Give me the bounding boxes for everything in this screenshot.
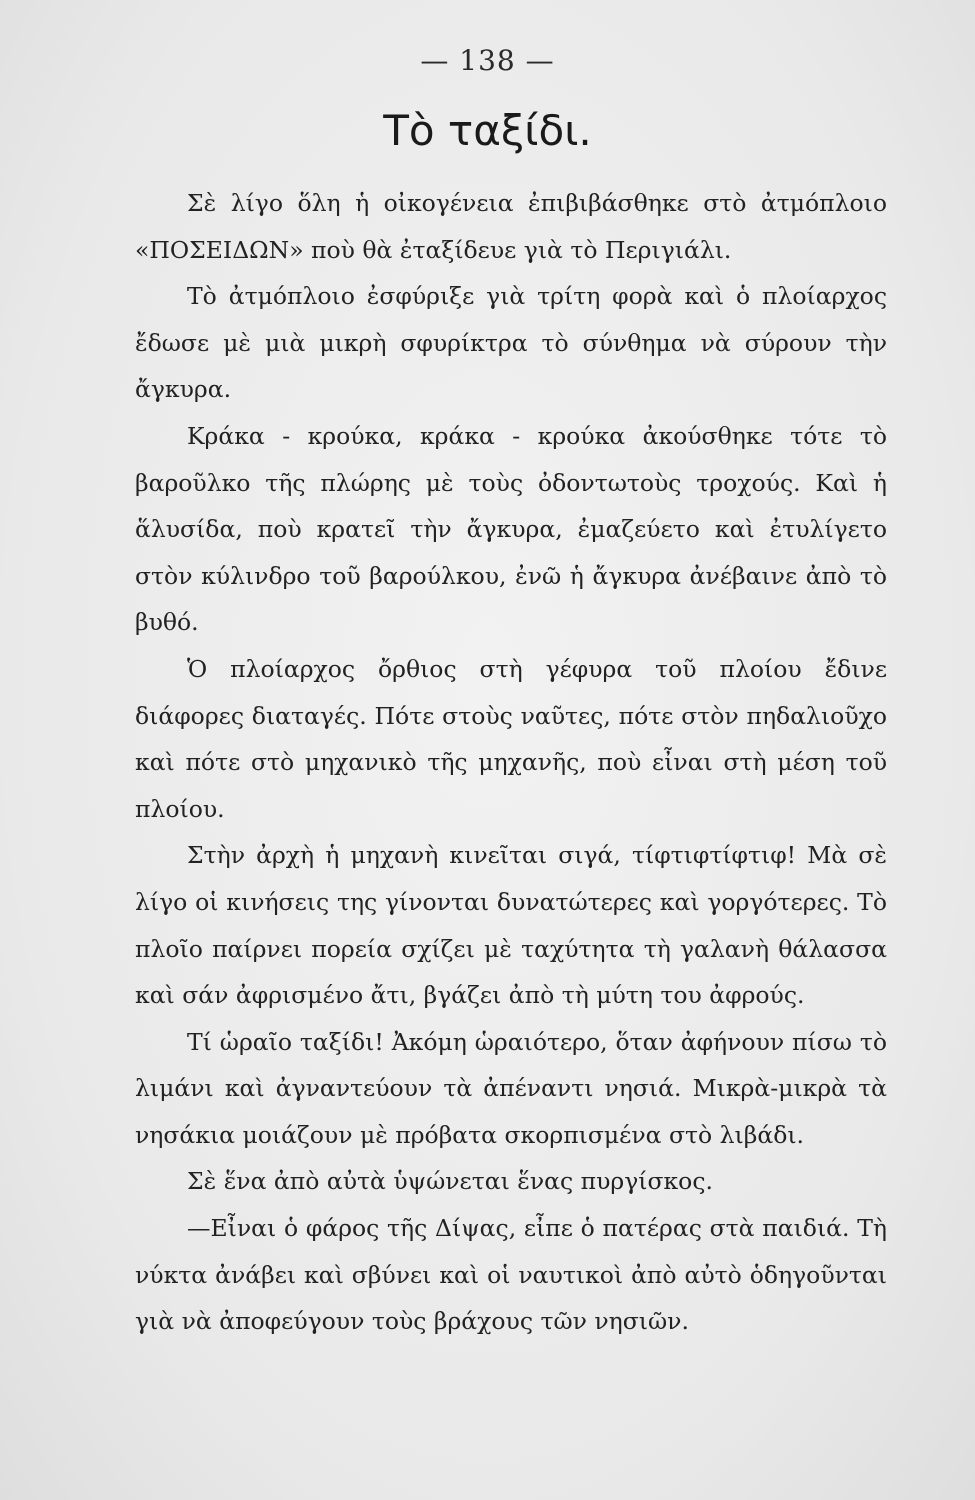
paragraph: Κράκα - κρούκα, κράκα - κρούκα ἀκούσθηκε τότε τὸ βαροῦλκο τῆς πλώρης μὲ τοὺς ὀδοντωτοὺς τροχούς. Καὶ ἡ ἅλυσίδα, ποὺ κρατεῖ τὴν ἄγκυρα, ἐμαζεύετο καὶ ἐτυλίγετο στὸν κύλινδρο τοῦ βαρούλκου, ἐνῶ ἡ ἄγκυρα ἀνέβαινε ἀπὸ τὸ βυθό.: [135, 421, 887, 637]
chapter-title: Τὸ ταξίδι.: [383, 106, 592, 155]
paragraph: Τί ὡραῖο ταξίδι! Ἀκόμη ὡραιότερο, ὅταν ἀφήνουν πίσω τὸ λιμάνι καὶ ἀγναντεύουν τὰ ἀπέναντι νησιά. Μικρὰ-μικρὰ τὰ νησάκια μοιάζουν μὲ πρόβατα σκορπισμένα στὸ λιβάδι.: [135, 1027, 887, 1149]
page-number: — 138 —: [420, 44, 555, 77]
paragraph: Τὸ ἀτμόπλοιο ἐσφύριξε γιὰ τρίτη φορὰ καὶ ὁ πλοίαρχος ἔδωσε μὲ μιὰ μικρὴ σφυρίκτρα τὸ σύνθημα νὰ σύρουν τὴν ἄγκυρα.: [135, 282, 887, 404]
body-text: [135, 180, 887, 1345]
paragraph: Ὁ πλοίαρχος ὄρθιος στὴ γέφυρα τοῦ πλοίου ἔδινε διάφορες διαταγές. Πότε στοὺς ναῦτες, πότε στὸν πηδαλιοῦχο καὶ πότε στὸ μηχανικὸ τῆς μηχανῆς, ποὺ εἶναι στὴ μέση τοῦ πλοίου.: [135, 654, 887, 823]
paragraph: Σὲ ἕνα ἀπὸ αὐτὰ ὑψώνεται ἕνας πυργίσκος.: [187, 1167, 713, 1196]
paragraph: Στὴν ἀρχὴ ἡ μηχανὴ κινεῖται σιγά, τίφτιφτίφτιφ! Μὰ σὲ λίγο οἱ κινήσεις της γίνονται δυνατώτερες καὶ γοργότερες. Τὸ πλοῖο παίρνει πορεία σχίζει μὲ ταχύτητα τὴ γαλανὴ θάλασσα καὶ σάν ἀφρισμένο ἄτι, βγάζει ἀπὸ τὴ μύτη του ἀφρούς.: [135, 841, 887, 1010]
paragraph-dialogue: —Εἶναι ὁ φάρος τῆς Δίψας, εἶπε ὁ πατέρας στὰ παιδιά. Τὴ νύκτα ἀνάβει καὶ σβύνει καὶ οἱ ναυτικοὶ ἀπὸ αὐτὸ ὁδηγοῦνται γιὰ νὰ ἀποφεύγουν τοὺς βράχους τῶν νησιῶν.: [135, 1214, 887, 1336]
paragraph: Σὲ λίγο ὅλη ἡ οἰκογένεια ἐπιβιβάσθηκε στὸ ἀτμόπλοιο «ΠΟΣΕΙΔΩΝ» ποὺ θὰ ἐταξίδευε γιὰ τὸ Περιγιάλι.: [135, 189, 887, 264]
